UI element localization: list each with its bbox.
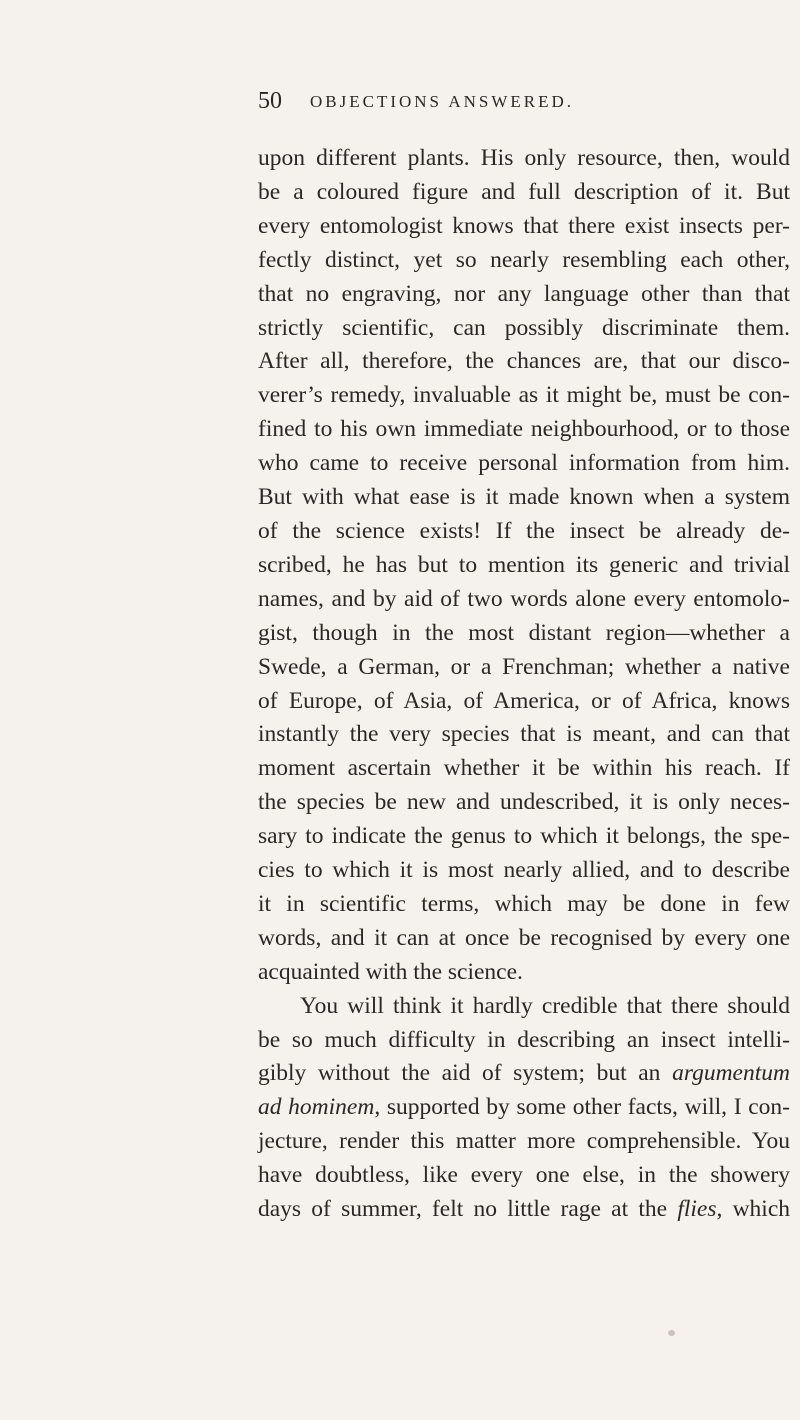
italic-phrase: ad hominem <box>258 1094 375 1121</box>
text-line: gist, though in the most distant region—whether a <box>258 619 790 646</box>
paragraph-end-line: acquainted with the science. <box>258 958 523 985</box>
italic-phrase: argumentum <box>672 1060 790 1087</box>
text-line: cies to which it is most nearly allied, and to describe <box>258 857 790 884</box>
text-line: ad hominem, supported by some other facts, will, I con- <box>258 1094 790 1121</box>
page-header <box>258 88 778 128</box>
italic-word: flies <box>677 1196 717 1223</box>
text-line: moment ascertain whether it be within his reach. If <box>258 755 790 782</box>
text-line: But with what ease is it made known when a system <box>258 484 790 511</box>
text-line: have doubtless, like every one else, in the showery <box>258 1162 790 1189</box>
text-line: every entomologist knows that there exist insects per- <box>258 212 790 239</box>
text-line: strictly scientific, can possibly discriminate them. <box>258 314 790 341</box>
text-line: sary to indicate the genus to which it belongs, the spe- <box>258 823 790 850</box>
text-line: it in scientific terms, which may be done in few <box>258 890 790 917</box>
body-text <box>258 142 790 1227</box>
text-line: verer’s remedy, invaluable as it might be, must be con- <box>258 382 790 409</box>
text-line: of Europe, of Asia, of America, or of Africa, knows <box>258 687 790 714</box>
text-line: gibly without the aid of system; but an argumentum <box>258 1060 790 1087</box>
text-line: upon different plants. His only resource, then, would <box>258 145 790 171</box>
text-line: the species be new and undescribed, it is only neces- <box>258 789 790 816</box>
text-line: instantly the very species that is meant, and can that <box>258 721 790 748</box>
text-line: be so much difficulty in describing an insect intelli- <box>258 1026 790 1053</box>
text-line: scribed, he has but to mention its generic and trivial <box>258 551 790 578</box>
text-line: be a coloured figure and full description of it. But <box>258 178 790 205</box>
text-line: that no engraving, nor any language other than that <box>258 280 790 307</box>
page-number: 50 <box>258 88 282 114</box>
text-line: who came to receive personal information from him. <box>258 450 790 477</box>
text-line: words, and it can at once be recognised by every one <box>258 924 790 951</box>
paragraph-start-line: You will think it hardly credible that there should <box>300 992 790 1019</box>
text-line: After all, therefore, the chances are, that our disco- <box>258 348 790 375</box>
text-line: names, and by aid of two words alone every entomolo- <box>258 585 790 612</box>
running-head: OBJECTIONS ANSWERED. <box>310 92 575 111</box>
text-line: jecture, render this matter more comprehensible. You <box>258 1128 790 1155</box>
text-line: fectly distinct, yet so nearly resembling each other, <box>258 246 790 273</box>
text-line: Swede, a German, or a Frenchman; whether a native <box>258 653 790 680</box>
text-line: of the science exists! If the insect be already de- <box>258 517 790 544</box>
paper-blemish <box>668 1330 675 1336</box>
text-line: days of summer, felt no little rage at the flies, which <box>258 1196 791 1223</box>
text-line: fined to his own immediate neighbourhood, or to those <box>258 416 790 443</box>
